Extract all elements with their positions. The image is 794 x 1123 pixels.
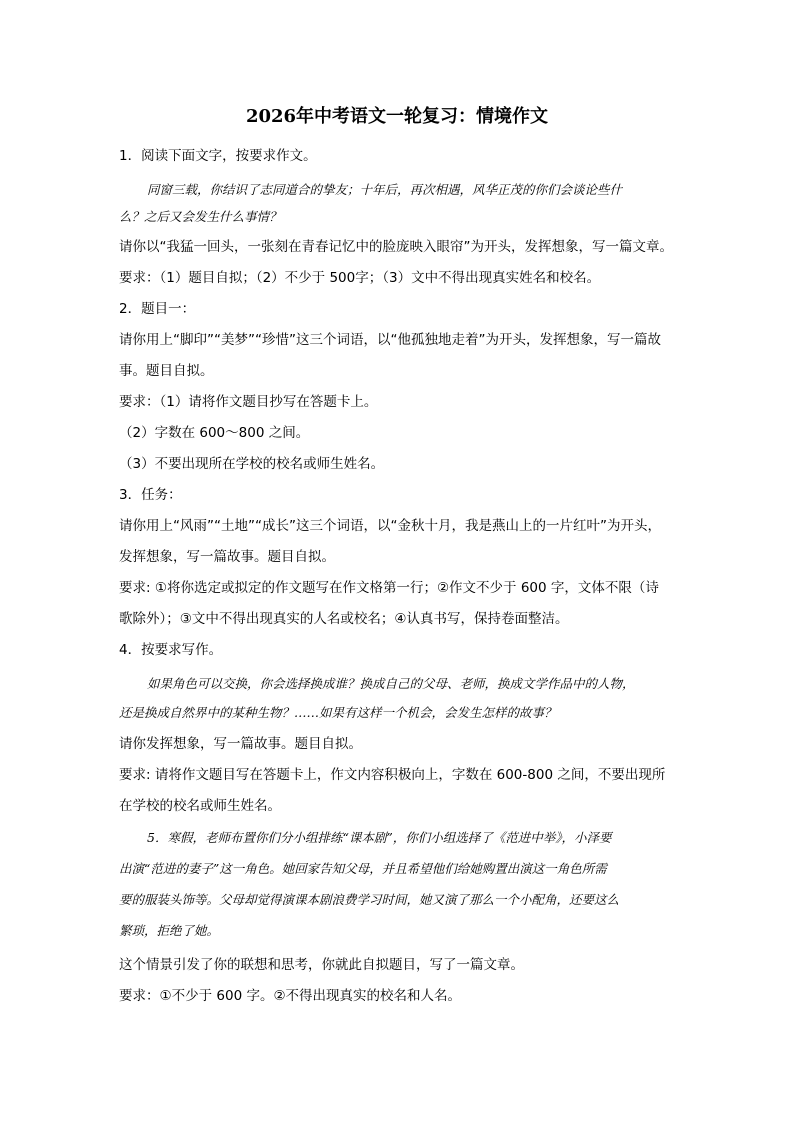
question-4-prompt: 请你发挥想象，写一篇故事。题目自拟。 (119, 736, 362, 752)
question-4-requirement-line-1: 要求: 请将作文题目写在答题卡上，作文内容积极向上，字数在 600-800 之间，不要出现所 (119, 767, 666, 783)
question-2-prompt-line-1: 请你用上“脚印”“美梦”“珍惜”这三个词语，以“他孤独地走着”为开头，发挥想象，写一篇故 (119, 332, 661, 348)
question-5-material-line-4: 繁琐，拒绝了她。 (119, 923, 220, 938)
question-5-requirements: 要求：①不少于 600 字。②不得出现真实的校名和人名。 (119, 988, 462, 1004)
question-1-material-line-1: 同窗三载，你结识了志同道合的挚友；十年后，再次相遇，风华正茂的你们会谈论些什 (147, 182, 623, 197)
question-3-requirement-line-2: 歌除外）；③文中不得出现真实的人名或校名；④认真书写，保持卷面整洁。 (119, 611, 569, 627)
question-3-prompt-line-2: 发挥想象，写一篇故事。题目自拟。 (119, 549, 335, 565)
question-1-prompt: 请你以“我猛一回头，一张刻在青春记忆中的脸庞映入眼帘”为开头，发挥想象，写一篇文章。 (119, 239, 673, 255)
page-title: 2026年中考语文一轮复习：情境作文 (245, 106, 549, 127)
question-3-prompt-line-1: 请你用上“风雨”“土地”“成长”这三个词语，以“金秋十月，我是燕山上的一片红叶”为开头， (119, 518, 661, 534)
question-2-heading: 2．题目一： (119, 301, 196, 317)
question-4-heading: 4．按要求写作。 (119, 642, 223, 658)
question-1-material-line-2: 么？之后又会发生什么事情？ (119, 209, 282, 224)
question-3-requirement-line-1: 要求: ①将你选定或拟定的作文题写在作文格第一行；②作文不少于 600 字，文体不限（诗 (119, 580, 659, 596)
question-2-requirement-3: （3）不要出现所在学校的校名或师生姓名。 (119, 456, 385, 472)
question-5-prompt: 这个情景引发了你的联想和思考，你就此自拟题目，写了一篇文章。 (119, 957, 524, 973)
question-4-requirement-line-2: 在学校的校名或师生姓名。 (119, 798, 281, 814)
question-1-requirements: 要求：（1）题目自拟；（2）不少于 500字；（3）文中不得出现真实姓名和校名。 (119, 270, 601, 286)
question-4-material-line-1: 如果角色可以交换，你会选择换成谁？换成自己的父母、老师，换成文学作品中的人物， (147, 676, 635, 691)
question-4-material-line-2: 还是换成自然界中的某种生物？……如果有这样一个机会，会发生怎样的故事？ (119, 705, 557, 720)
question-2-requirement-2: （2）字数在 600～800 之间。 (119, 425, 310, 441)
question-1-heading: 1．阅读下面文字，按要求作文。 (119, 148, 317, 164)
question-2-prompt-line-2: 事。题目自拟。 (119, 363, 214, 379)
question-2-requirement-1: 要求：（1）请将作文题目抄写在答题卡上。 (119, 394, 378, 410)
question-5-material-line-2: 出演“范进的妻子”这一角色。她回家告知父母，并且希望他们给她购置出演这一角色所需 (119, 861, 607, 876)
question-3-heading: 3．任务： (119, 487, 182, 503)
question-5-material-line-3: 要的服装头饰等。父母却觉得演课本剧浪费学习时间，她又演了那么一个小配角，还要这么 (119, 892, 620, 907)
question-5-material-line-1: 5．寒假，老师布置你们分小组排练“课本剧”，你们小组选择了《范进中举》，小泽要 (147, 830, 612, 845)
